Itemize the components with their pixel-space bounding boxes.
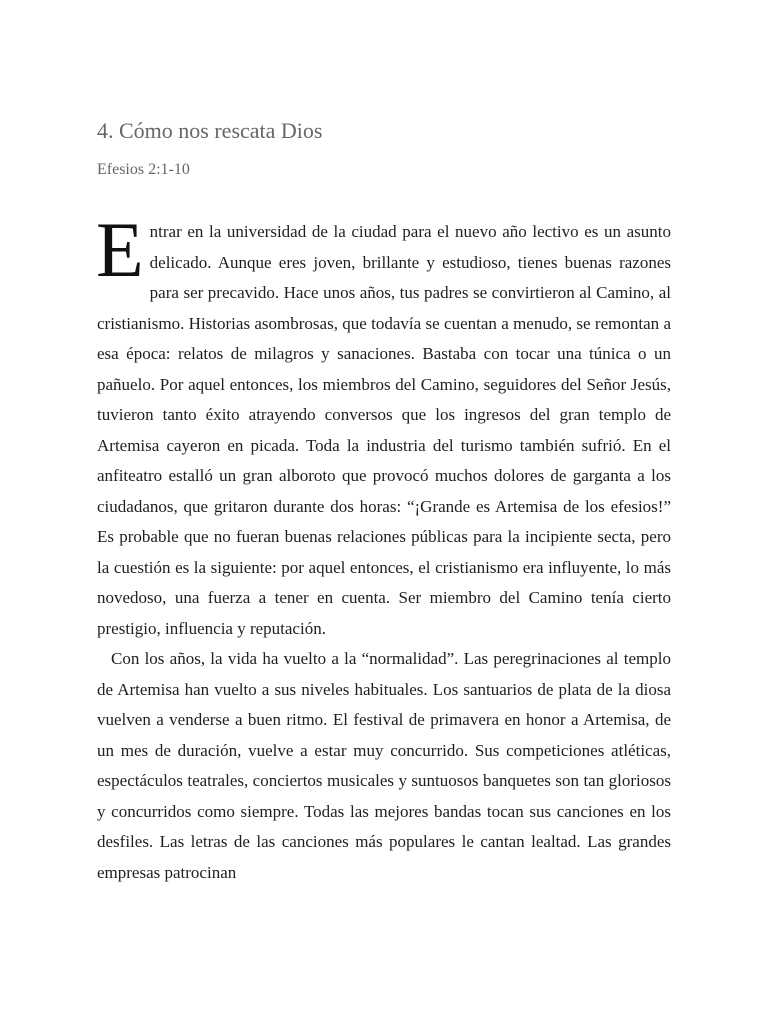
body-text xyxy=(96,206,671,888)
chapter-title: 4. Cómo nos rescata Dios xyxy=(97,118,323,143)
paragraph-1-text: ntrar en la universidad de la ciudad para el nuevo año lectivo es un asunto delicado. Aunque eres joven, brillante y estudioso, tienes buenas razones para ser precavido. Hace unos años, tus padres se convirtieron al Camino, al cristianismo. Historias asombrosas, que todavía se cuentan a menudo, se remontan a esa época: relatos de milagros y sanaciones. Bastaba con tocar una túnica o un pañuelo. Por aquel entonces, los miembros del Camino, seguidores del Señor Jesús, tuvieron tanto éxito atrayendo conversos que los ingresos del gran templo de Artemisa cayeron en picada. Toda la industria del turismo también sufrió. En el anfiteatro estalló un gran alboroto que provocó muchos dolores de garganta a los ciudadanos, que gritaron durante dos horas: “¡Grande es Artemisa de los efesios!” Es probable que no fueran buenas relaciones públicas para la incipiente secta, pero la cuestión es la siguiente: por aquel entonces, el cristianismo era influyente, lo más novedoso, una fuerza a tener en cuenta. Ser miembro del Camino tenía cierto prestigio, influencia y reputación. xyxy=(97,222,671,638)
paragraph-1 xyxy=(96,206,671,644)
drop-cap: E xyxy=(96,206,144,293)
scripture-reference: Efesios 2:1-10 xyxy=(97,161,190,178)
paragraph-2: Con los años, la vida ha vuelto a la “normalidad”. Las peregrinaciones al templo de Artemisa han vuelto a sus niveles habituales. Los santuarios de plata de la diosa vuelven a venderse a buen ritmo. El festival de primavera en honor a Artemisa, de un mes de duración, vuelve a estar muy concurrido. Sus competiciones atléticas, espectáculos teatrales, conciertos musicales y suntuosos banquetes son tan gloriosos y concurridos como siempre. Todas las mejores bandas tocan sus canciones en los desfiles. Las letras de las canciones más populares le cantan lealtad. Las grandes empresas patrocinan xyxy=(97,649,671,882)
